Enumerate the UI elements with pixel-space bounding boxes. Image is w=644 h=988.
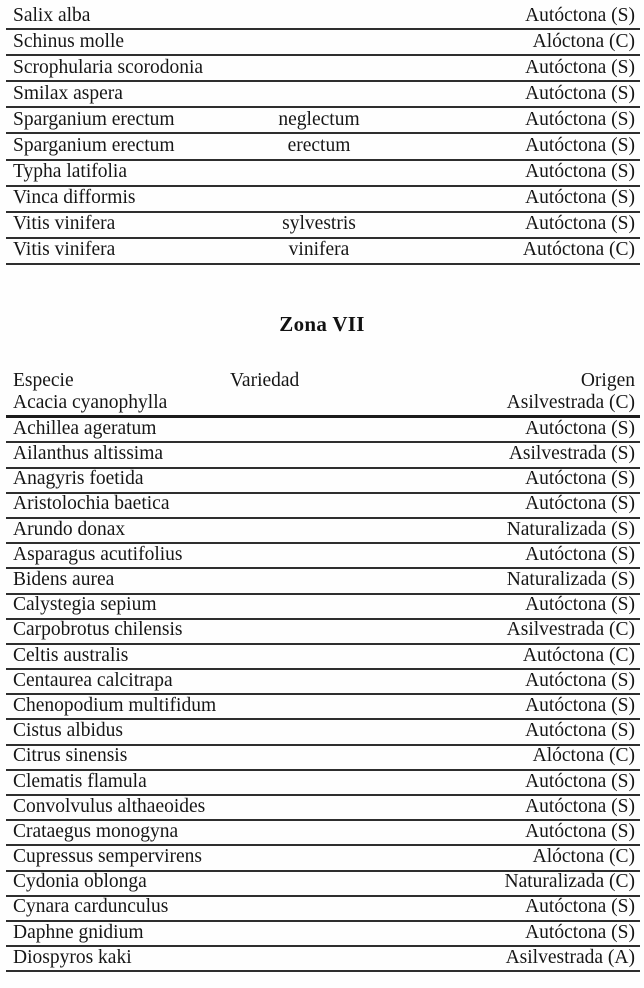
variety-cell: neglectum [278,110,360,130]
variety-cell [224,78,414,80]
table-row [6,469,640,494]
table-row [6,108,640,134]
origin-cell: Autóctona (C) [522,645,635,666]
origin-cell: Autóctona (S) [525,136,635,157]
origin-cell: Naturalizada (S) [506,570,635,591]
species-cell: Diospyros kaki [13,947,132,968]
species-table-continued [6,4,640,265]
species-cell: Arundo donax [13,519,126,540]
variety-cell [224,742,414,744]
table-row [6,56,640,82]
variety-cell [224,893,414,895]
origin-cell: Autóctona (S) [525,796,635,817]
table-row [6,569,640,594]
species-cell: Achillea ageratum [13,418,157,439]
table-row [6,670,640,695]
variety-cell [224,918,414,920]
species-cell: Bidens aurea [13,570,115,591]
table-row [6,134,640,160]
origin-cell: Autóctona (S) [525,162,635,183]
species-cell: Ailanthus altissima [13,444,164,465]
variety-cell [224,465,414,467]
table-row [6,897,640,922]
origin-cell: Autóctona (S) [525,670,635,691]
table-row [6,494,640,519]
species-cell: Sparganium erectum [13,136,175,157]
variety-cell [224,413,414,415]
variety-cell [224,842,414,844]
origin-cell: Asilvestrada (C) [506,620,635,641]
origin-cell: Autóctona (S) [525,110,635,130]
origin-cell: Autóctona (S) [525,771,635,792]
table-row [6,30,640,56]
species-cell: Schinus molle [13,31,125,52]
variety-cell [224,515,414,517]
variety-cell [224,716,414,718]
variety-cell [224,565,414,567]
section-heading: Zona VII [279,312,365,336]
variety-cell: sylvestris [282,214,356,235]
origin-cell: Alóctona (C) [532,746,635,767]
table-row [6,821,640,846]
species-cell: Centaurea calcitrapa [13,670,173,691]
variety-cell [224,691,414,693]
origin-cell: Autóctona (S) [525,57,635,78]
species-cell: Daphne gnidium [13,922,144,943]
species-cell: Crataegus monogyna [13,821,179,842]
table-row [6,695,640,720]
species-cell: Celtis australis [13,645,129,666]
table-header-row [6,362,640,393]
origin-cell: Autóctona (S) [525,721,635,742]
species-cell: Sparganium erectum [13,110,175,130]
species-cell: Typha latifolia [13,162,127,183]
table-row [6,645,640,670]
origin-cell: Asilvestrada (S) [508,444,635,465]
variety-cell [224,209,414,211]
variety-cell: erectum [287,136,351,157]
origin-cell: Autóctona (S) [525,821,635,842]
table-row [6,947,640,972]
variety-cell [224,26,414,28]
origin-cell: Autóctona (S) [525,922,635,943]
origin-cell: Autóctona (C) [522,240,635,261]
table-row [6,771,640,796]
table-row [6,620,640,645]
table-row [6,720,640,745]
origin-cell: Autóctona (S) [525,469,635,490]
variety-cell [224,616,414,618]
origin-cell: Autóctona (S) [525,595,635,616]
table-row [6,187,640,213]
table-row [6,872,640,897]
species-cell: Asparagus acutifolius [13,544,183,565]
species-cell: Vinca difformis [13,188,136,209]
table-row [6,418,640,443]
variety-cell [224,968,414,970]
species-cell: Citrus sinensis [13,746,128,767]
species-cell: Carpobrotus chilensis [13,620,183,641]
species-cell: Cynara cardunculus [13,897,169,918]
species-cell: Vitis vinifera [13,240,116,261]
table-row [6,519,640,544]
table-row [6,796,640,821]
variety-cell [224,767,414,769]
origin-cell: Autóctona (S) [525,214,635,235]
variety-cell [224,792,414,794]
origin-cell: Alóctona (C) [532,847,635,868]
table-row [6,4,640,30]
origin-cell: Autóctona (S) [525,695,635,716]
species-cell: Salix alba [13,5,91,26]
variety-cell [224,439,414,441]
table-row [6,443,640,468]
column-header-especie: Especie [13,370,74,391]
column-header-variedad: Variedad [230,370,300,391]
species-cell: Cydonia oblonga [13,872,147,893]
origin-cell: Naturalizada (C) [504,872,635,893]
table-row [6,846,640,871]
variety-cell [224,943,414,945]
variety-cell [224,540,414,542]
column-header-origen: Origen [580,370,635,391]
origin-cell: Naturalizada (S) [506,519,635,540]
species-cell: Clematis flamula [13,771,147,792]
table-row [6,161,640,187]
species-cell: Smilax aspera [13,83,123,104]
species-cell: Scrophularia scorodonia [13,57,204,78]
table-row [6,746,640,771]
origin-cell: Autóctona (S) [525,897,635,918]
variety-cell [224,641,414,643]
variety-cell [224,868,414,870]
origin-cell: Asilvestrada (C) [506,392,635,413]
origin-cell: Autóctona (S) [525,188,635,209]
species-cell: Cistus albidus [13,721,123,742]
table-row [6,213,640,239]
variety-cell [224,666,414,668]
table-row [6,82,640,108]
table-row [6,595,640,620]
origin-cell: Autóctona (S) [525,544,635,565]
species-cell: Acacia cyanophylla [13,392,168,413]
variety-cell [224,104,414,106]
table-row [6,239,640,265]
origin-cell: Autóctona (S) [525,5,635,26]
table-row [6,922,640,947]
variety-cell [224,490,414,492]
variety-cell [224,183,414,185]
table-row [6,544,640,569]
species-table-zona-vii [6,362,640,972]
table-row [6,393,640,418]
variety-cell [224,817,414,819]
species-cell: Calystegia sepium [13,595,157,616]
species-cell: Aristolochia baetica [13,494,170,515]
variety-cell: vinifera [288,240,350,261]
species-cell: Cupressus sempervirens [13,847,203,868]
species-cell: Vitis vinifera [13,214,116,235]
origin-cell: Autóctona (S) [525,418,635,439]
origin-cell: Alóctona (C) [532,31,635,52]
species-cell: Chenopodium multifidum [13,695,217,716]
variety-cell [224,52,414,54]
origin-cell: Autóctona (S) [525,83,635,104]
origin-cell: Autóctona (S) [525,494,635,515]
species-cell: Anagyris foetida [13,469,144,490]
variety-cell [224,591,414,593]
species-cell: Convolvulus althaeoides [13,796,206,817]
origin-cell: Asilvestrada (A) [505,947,635,968]
